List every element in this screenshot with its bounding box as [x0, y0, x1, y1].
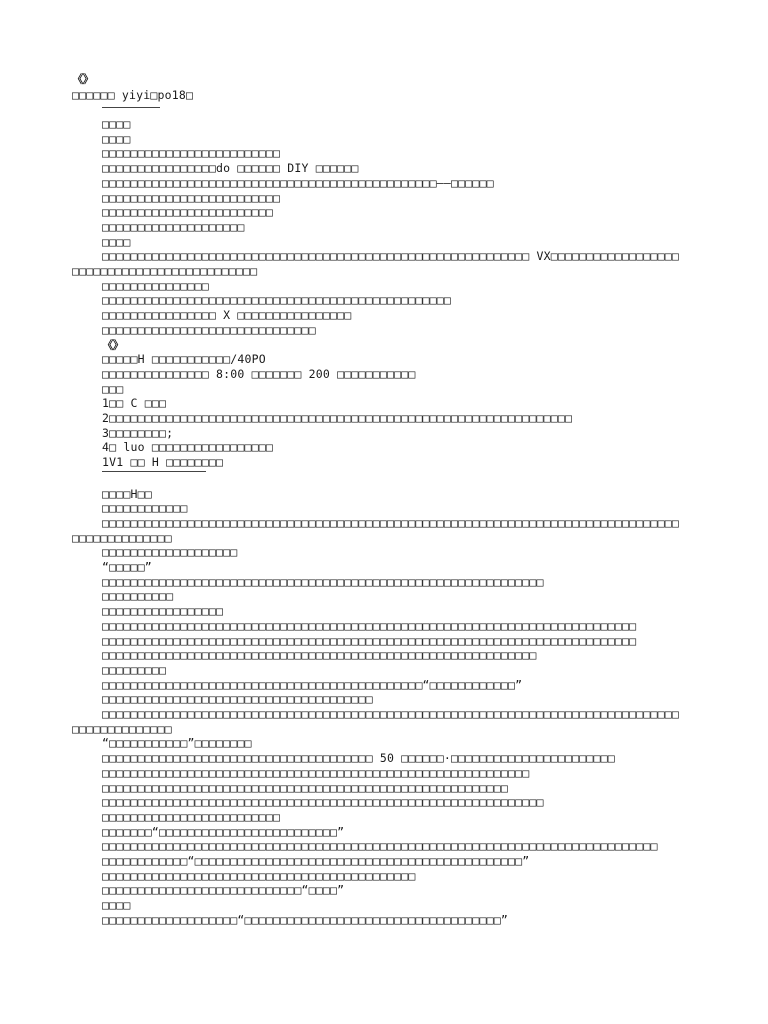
text-line: □□□□□H □□□□□□□□□□□/40PO [102, 352, 266, 367]
text-line: □□□□□□□□□□ [102, 589, 174, 604]
text-line: □□□□□□□“□□□□□□□□□□□□□□□□□□□□□□□□□” [102, 824, 345, 839]
title-underline [102, 107, 160, 108]
text-line: □□□□ [102, 131, 131, 146]
text-line: □□□□ [102, 234, 131, 249]
text-line: “□□□□□” [102, 560, 152, 574]
text-line: □□□□□□□□□□□□□□□□□□□ [102, 545, 238, 560]
text-line: □□□□□□□□□□□□□□□□□□□□□□□□□□□□□□□□□□□□□□□□□□□□ [102, 868, 416, 883]
text-line-wrap: □□□□□□□□□□□□□□□□□□□□□□□□□□ [72, 264, 258, 278]
document-title: □□□□□□ yiyi□po18□ [72, 88, 194, 102]
text-line: □□□□□□□□□□□□□□□□□□□□□□□□□□□□□□□□□□□□□□□□□□□□□□□□□□□□□□□□□□□□□□□□□□□□□□□□□□□ [102, 633, 637, 648]
text-line: □□□□□□□□□□□□□□□□□□□□□□□□□□□□□□□□□□□□□□□□□□□□□□□□□□□□□□□□□□□□□□ [102, 795, 544, 810]
text-line: □□□□□□□□□□□□□□□□□□□□□□□□□□□□□□□□□□□□□□□□□□□□□□□□□□□□□□□□□□□□ VX□□□□□□□□□□□□□□□□□□ [102, 249, 680, 264]
text-line: □□□□□□□□□□□□□□□□□□□□□□□□□□□□□□□□□□□□□□□□□□□□□“□□□□□□□□□□□□” [102, 677, 523, 692]
text-line: □□□□□□□□□□□□□□□□□□□□□□□□ [102, 205, 273, 220]
text-line-wrap: □□□□□□□□□□□□□□ [72, 721, 172, 736]
text-line: □□□□H□□ [102, 486, 152, 501]
section-mark: 《》 [102, 337, 123, 352]
text-line: □□□□□□□□□□□□□□□□□□□□□□□□□ [102, 190, 281, 205]
text-line-wrap: □□□□□□□□□□□□□□ [72, 530, 172, 545]
text-line: 4□ luo □□□□□□□□□□□□□□□□□ [102, 440, 273, 455]
section-underline [102, 471, 206, 472]
text-line: □□□□□□□□□□□□□□□□□□□□□□□□□□□□□□□□□□□□□□□□□□□□□□□□□□□□□□□□□□□□ [102, 765, 530, 780]
text-line: □□□□□□□□□□□□□□□□□□□□□□□□□ [102, 809, 281, 824]
text-line: □□□□□□□□□ [102, 662, 167, 677]
text-line: 1□□ C □□□ [102, 396, 167, 411]
text-line: □□□□□□□□□□□□□□□□□□□□□□□□□□□□□□□□□□□□□□ 50 □□□□□□·□□□□□□□□□□□□□□□□□□□□□□□ [102, 751, 615, 766]
text-line: □□□□ [102, 898, 131, 913]
text-line: □□□□□□□□□□□□□□□□□□□□□□□□□□□□□□□□□□□□□□□□□□□□□□□□□□□□□□□□□□□□□□□□□□□□□□□□□□□ [102, 618, 637, 633]
text-line: □□□□□□□□□□□□□□□□□□□□□□□□□□□□□□□□□□□□□□□□□□□□□□□□□□□□□□□□□□□□□□□□□□□□□□□□□□□□□□ [102, 839, 658, 854]
text-line: “□□□□□□□□□□□”□□□□□□□□ [102, 736, 252, 751]
text-line: □□□□□□□□□□□□□□□□do □□□□□□ DIY □□□□□□ [102, 161, 359, 176]
text-line: □□□□□□□□□□□□□□□ 8:00 □□□□□□□ 200 □□□□□□□□□□□ [102, 366, 416, 381]
text-line: 1V1 □□ H □□□□□□□□ [102, 455, 224, 470]
section-mark: 《》 [72, 72, 93, 86]
text-line: □□□ [102, 381, 124, 396]
text-line: 3□□□□□□□□; [102, 425, 174, 440]
text-line: □□□□□□□□□□□□□□□□□□□□□□□□□□□□□□□□□□□□□□□□□□□□□□□——□□□□□□ [102, 175, 494, 190]
text-line: □□□□□□□□□□□□□□□□□□□□□□□□□ [102, 146, 281, 161]
text-line: □□□□□□□□□□□□ [102, 501, 188, 516]
text-line: □□□□□□□□□□□□□□□□□□□□□□□□□□□□□□□□□□□□□□□□□□□□□□□□□□□□□□□□□ [102, 780, 509, 795]
text-line: □□□□□□□□□□□□“□□□□□□□□□□□□□□□□□□□□□□□□□□□□□□□□□□□□□□□□□□□□□□” [102, 854, 530, 868]
text-line: □□□□□□□□□□□□□□□□□□□“□□□□□□□□□□□□□□□□□□□□□□□□□□□□□□□□□□□□” [102, 912, 509, 927]
text-line: □□□□□□□□□□□□□□□□□□□□□□□□□□□□“□□□□” [102, 883, 345, 898]
text-line: □□□□□□□□□□□□□□□□□ [102, 604, 224, 619]
text-line: □□□□□□□□□□□□□□□□□□□□□□□□□□□□□□□□□□□□□□□□□□□□□□□□□□□□□□□□□□□□□ [102, 648, 537, 663]
text-line: □□□□□□□□□□□□□□□□□□□□□□□□□□□□□□ [102, 322, 316, 337]
text-line: □□□□ [102, 117, 131, 131]
text-line: □□□□□□□□□□□□□□□□□□□□□□□□□□□□□□□□□□□□□□□□□□□□□□□□□□□□□□□□□□□□□□□□□□□□□□□□□□□□□□□□□ [102, 515, 680, 530]
text-line: □□□□□□□□□□□□□□□□□□□□ [102, 219, 245, 234]
text-line: 2□□□□□□□□□□□□□□□□□□□□□□□□□□□□□□□□□□□□□□□□□□□□□□□□□□□□□□□□□□□□□□□□□ [102, 411, 573, 425]
text-line: □□□□□□□□□□□□□□□□□□□□□□□□□□□□□□□□□□□□□□□□□□□□□□□□□□□□□□□□□□□□□□ [102, 574, 544, 589]
text-line: □□□□□□□□□□□□□□□□□□□□□□□□□□□□□□□□□□□□□□ [102, 692, 373, 707]
text-line: □□□□□□□□□□□□□□□□ X □□□□□□□□□□□□□□□□ [102, 308, 352, 323]
text-line: □□□□□□□□□□□□□□□□□□□□□□□□□□□□□□□□□□□□□□□□□□□□□□□□□□□□□□□□□□□□□□□□□□□□□□□□□□□□□□□□□ [102, 707, 680, 721]
text-line: □□□□□□□□□□□□□□□□□□□□□□□□□□□□□□□□□□□□□□□□□□□□□□□□□ [102, 293, 452, 308]
text-line: □□□□□□□□□□□□□□□ [102, 278, 209, 293]
